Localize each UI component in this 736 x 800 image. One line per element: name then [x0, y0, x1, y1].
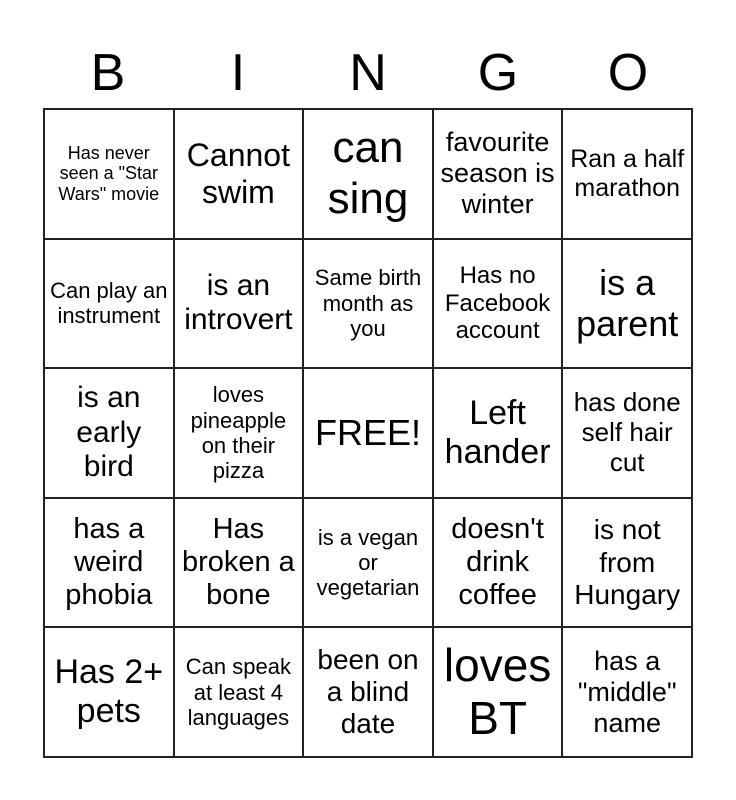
bingo-cell[interactable]: Can play an instrument — [44, 239, 174, 369]
bingo-cell[interactable]: is a vegan or vegetarian — [303, 498, 433, 628]
bingo-cell[interactable]: loves pineapple on their pizza — [174, 368, 304, 498]
bingo-cell[interactable]: Left hander — [433, 368, 563, 498]
bingo-cell[interactable]: Has no Facebook account — [433, 239, 563, 369]
bingo-cell[interactable]: is a parent — [562, 239, 692, 369]
bingo-cell[interactable]: has done self hair cut — [562, 368, 692, 498]
bingo-cell[interactable]: Can speak at least 4 languages — [174, 627, 304, 757]
bingo-header — [43, 40, 693, 106]
bingo-cell[interactable]: is an early bird — [44, 368, 174, 498]
bingo-cell[interactable]: been on a blind date — [303, 627, 433, 757]
bingo-cell[interactable]: Has 2+ pets — [44, 627, 174, 757]
bingo-cell[interactable]: is an introvert — [174, 239, 304, 369]
bingo-cell[interactable]: has a "middle" name — [562, 627, 692, 757]
bingo-cell[interactable]: Has never seen a "Star Wars" movie — [44, 109, 174, 239]
bingo-cell[interactable]: doesn't drink coffee — [433, 498, 563, 628]
bingo-cell[interactable]: Cannot swim — [174, 109, 304, 239]
header-letter-n: N — [349, 44, 387, 102]
bingo-cell[interactable]: Has broken a bone — [174, 498, 304, 628]
bingo-cell[interactable]: favourite season is winter — [433, 109, 563, 239]
free-cell[interactable]: FREE! — [303, 368, 433, 498]
bingo-cell[interactable]: Ran a half marathon — [562, 109, 692, 239]
bingo-cell[interactable]: loves BT — [433, 627, 563, 757]
header-letter-b: B — [90, 44, 126, 102]
bingo-cell[interactable]: has a weird phobia — [44, 498, 174, 628]
bingo-cell[interactable]: can sing — [303, 109, 433, 239]
bingo-cell[interactable]: Same birth month as you — [303, 239, 433, 369]
header-letter-g: G — [477, 44, 519, 102]
header-letter-i: I — [230, 44, 246, 102]
bingo-grid — [43, 108, 693, 758]
bingo-cell[interactable]: is not from Hungary — [562, 498, 692, 628]
header-letter-o: O — [607, 44, 649, 102]
